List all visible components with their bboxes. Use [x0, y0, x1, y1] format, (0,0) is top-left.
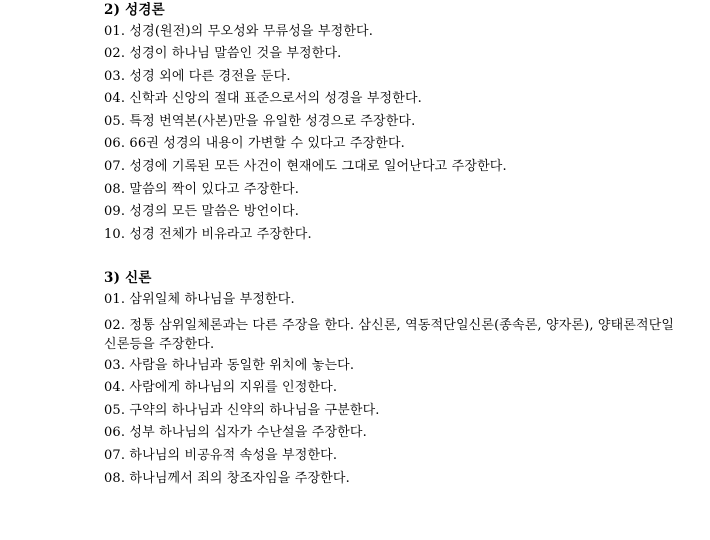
- list-item: 05. 특정 번역본(사본)만을 유일한 성경으로 주장한다.: [104, 113, 416, 129]
- list-item: 02. 정통 삼위일체론과는 다른 주장을 한다. 삼신론, 역동적단일신론(종속론, 양자론), 양태론적단일신론등을 주장한다.: [104, 317, 675, 353]
- list-item: 07. 성경에 기록된 모든 사건이 현재에도 그대로 일어난다고 주장한다.: [104, 159, 507, 175]
- list-item: 03. 성경 외에 다른 경전을 둔다.: [104, 68, 291, 84]
- section-spacer: [104, 250, 686, 272]
- list-item: 08. 하나님께서 죄의 창조자임을 주장한다.: [104, 470, 350, 486]
- section-bibliology: [104, 4, 686, 241]
- list-item: 07. 하나님의 비공유적 속성을 부정한다.: [104, 447, 338, 463]
- list-item: 01. 삼위일체 하나님을 부정한다.: [104, 291, 295, 307]
- list-item: 06. 성부 하나님의 십자가 수난설을 주장한다.: [104, 425, 367, 441]
- list-item: 06. 66권 성경의 내용이 가변할 수 있다고 주장한다.: [104, 136, 405, 152]
- list-item: 02. 성경이 하나님 말씀인 것을 부정한다.: [104, 46, 342, 62]
- section-theology-proper: [104, 272, 686, 484]
- list-item: 10. 성경 전체가 비유라고 주장한다.: [104, 226, 312, 242]
- list-item: 03. 사람을 하나님과 동일한 위치에 놓는다.: [104, 357, 355, 373]
- section-heading: 3) 신론: [104, 270, 152, 287]
- list-item: 04. 사람에게 하나님의 지위를 인정한다.: [104, 380, 338, 396]
- list-item: 09. 성경의 모든 말씀은 방언이다.: [104, 204, 300, 220]
- list-item: 05. 구약의 하나님과 신약의 하나님을 구분한다.: [104, 402, 380, 418]
- list-item: 01. 성경(원전)의 무오성와 무류성을 부정한다.: [104, 23, 374, 39]
- list-item: 08. 말씀의 짝이 있다고 주장한다.: [104, 181, 300, 197]
- section-heading: 2) 성경론: [104, 2, 165, 18]
- list-item: 04. 신학과 신앙의 절대 표준으로서의 성경을 부정한다.: [104, 91, 422, 107]
